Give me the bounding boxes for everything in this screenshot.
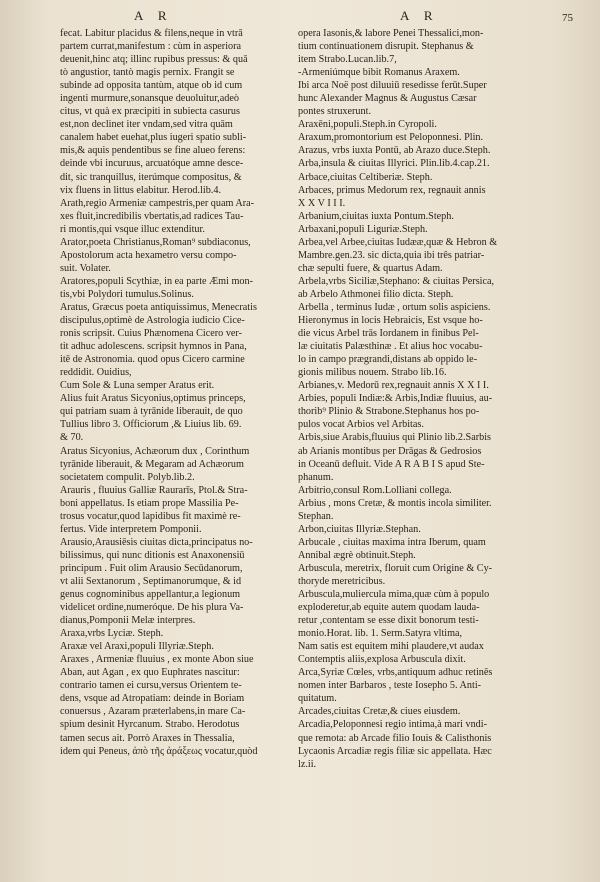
text-line: Araxes , Armeniæ fluuius , ex monte Abon siue — [60, 654, 254, 666]
text-line: -Armeniúmque bibit Romanus Araxem. — [298, 67, 460, 79]
text-line: fecat. Labitur placidus & filens,neque in vtrā — [60, 28, 243, 39]
text-line: Hieronymus in locis Hebraicis, Est vsque ho- — [298, 315, 483, 327]
text-line: Arbuscula, meretrix, floruit cum Origine & Cy- — [298, 562, 493, 574]
text-line: opera Iasonis,& labore Penei Thessalici,mon- — [298, 28, 484, 39]
text-line: xes fluit,incredibilis vbertatis,ad radices Tau- — [60, 210, 244, 222]
text-line: in Oceanū defluit. Vide A R A B I S apud Ste- — [298, 458, 485, 470]
text-line: Arbitrio,consul Rom.Lolliani collega. — [298, 484, 452, 496]
text-line: itē de Astronomia. quod opus Cicero carmine — [60, 354, 245, 366]
text-line: Nam satis est equitem mihi plaudere,vt audax — [298, 641, 484, 653]
text-line: subinde ad opposita tantùm, atque ob id cum — [60, 80, 243, 92]
text-line: vt alii Sextanorum , Septimanorumque, & id — [60, 575, 242, 587]
text-line: thoryde meretricibus. — [298, 575, 386, 587]
text-line: citus, vt quà ex præcipiti in subiecta casurus — [60, 106, 240, 118]
text-line: Araxum,promontorium est Peloponnesi. Plin. — [298, 132, 484, 144]
text-line: canalem habet euehat,plus iugeri spatio subli- — [60, 132, 247, 144]
text-line: est,non declinet iter vndam,sed vitra quām — [60, 119, 233, 131]
text-line: X X V I I I. — [298, 197, 346, 209]
text-line: Araxa,vrbs Lyciæ. Steph. — [60, 628, 164, 640]
text-line: die vicus Arbel trās Iordanem in finibus Pel- — [298, 328, 479, 340]
text-line: Cum Sole & Luna semper Aratus erit. — [60, 380, 215, 392]
text-line: lz.ii. — [298, 758, 317, 770]
text-line: Arbius , mons Cretæ, & montis incola similiter. — [298, 497, 492, 509]
text-line: fertus. Vide interpretem Pomponii. — [60, 523, 202, 535]
text-line: tamen secus ait. Porrò Araxes in Thessalia, — [60, 732, 235, 744]
text-line: principum . Fuit olim Arausio Secūdanorum, — [60, 562, 243, 574]
text-line: hunc Alexander Magnus & Augustus Cæsar — [298, 93, 477, 105]
text-line: Apostolorum acta hexametro versu compo- — [60, 249, 237, 261]
text-line: tò angustior, tantò magis pernix. Frangit se — [60, 67, 235, 79]
text-line: videlicet ordine,numeróque. De his plura Va- — [60, 602, 244, 614]
text-line: Araxēni,populi.Steph.in Cyropoli. — [298, 119, 437, 131]
text-line: ab Arbelo Athmonei filio dicta. Steph. — [298, 288, 454, 300]
text-line: Arbucale , ciuitas maxima intra Iberum, quam — [298, 536, 486, 548]
text-line: Annibal ægrè obtinuit.Steph. — [298, 549, 416, 561]
text-line: Arbianes,v. Medorū rex,regnauit annis X X I I. — [298, 380, 489, 392]
text-line: Mambre.gen.23. sic dicta,quia ibi três patriar- — [298, 249, 485, 261]
text-line: deinde vbi incuruus, arcuatóque amne desce- — [60, 158, 244, 170]
text-line: quitatum. — [298, 693, 337, 705]
text-line: exploderetur,ab equite autem quodam lauda- — [298, 602, 480, 614]
text-line: genus cognominibus appellantur,a legionum — [60, 589, 241, 601]
text-line: Arbies, populi Indiæ:& Arbis,Indiæ fluuius, au- — [298, 393, 493, 405]
text-line: mis,& aquis pendentibus se fine alueo ferens: — [60, 145, 246, 157]
text-line: spium desinit Hyrcanum. Strabo. Herodotus — [60, 719, 240, 731]
text-line: vix fluens in littus elabitur. Herod.lib.4. — [60, 184, 221, 196]
text-line: boni appellatus. Is etiam prope Massilia Pe- — [60, 497, 239, 509]
text-line: Lycaonis Arcadiæ regis filiæ sic appellata. Hæc — [298, 745, 492, 757]
text-line: Arbela,vrbs Siciliæ,Stephano: & ciuitas Persica, — [298, 275, 495, 287]
text-line: ri montis,qui vsque illuc extenditur. — [60, 223, 205, 235]
text-line: Contemptis aliis,explosa Arbuscula dixit. — [298, 654, 466, 666]
text-line: Arbuscula,muliercula mima,quæ cùm à populo — [298, 589, 490, 601]
text-line: contrario tamen ei cursu,versus Orientem te- — [60, 680, 242, 692]
text-line: reddidit. Ouidius, — [60, 367, 132, 379]
text-line: Arcades,ciuitas Cretæ,& ciues eiusdem. — [298, 706, 461, 718]
text-line: chæ sepulti fuere, & quartus Adam. — [298, 262, 443, 274]
text-line: qui patriam suam à tyrānide liberauit, de quo — [60, 406, 243, 418]
text-line: Arca,Syriæ Cœles, vrbs,antiquum adhuc retinēs — [298, 667, 493, 679]
text-line: Arcadia,Peloponnesi regio intima,à mari vndi- — [298, 719, 487, 731]
text-line: thorib⁹ Plinio & Strabone.Stephanus hos po- — [298, 406, 480, 418]
text-line: phanum. — [298, 471, 334, 483]
header-left-letters: A R — [134, 8, 173, 23]
text-line: Arba,insula & ciuitas Illyrici. Plin.lib.4.cap.21. — [298, 158, 490, 170]
text-line: Araxæ vel Araxi,populi Illyriæ.Steph. — [60, 641, 214, 653]
text-line: idem qui Peneus, ἀπὸ τῆς ἀράξεως vocatur,quòd — [60, 745, 258, 757]
text-line: discipulus,optimè de Astrologia iudicio Cice- — [60, 315, 245, 327]
left-column — [60, 27, 312, 758]
text-line: dianus,Pomponii Melæ interpres. — [60, 615, 196, 627]
text-line: Arbea,vel Arbee,ciuitas Iudææ,quæ & Hebron & — [298, 236, 498, 248]
text-line: Aban, aut Agan , ex quo Euphrates nascitur: — [60, 667, 240, 679]
text-line: Aratus Sicyonius, Achæorum dux , Corinthum — [60, 445, 250, 457]
text-line: partem currat,manifestum : cùm in asperiora — [60, 41, 242, 53]
text-line: societatem compulit. Polyb.lib.2. — [60, 471, 195, 483]
text-line: lo in campo prægrandi,distans ab oppido le- — [298, 354, 478, 366]
text-line: Stephan. — [298, 510, 334, 522]
text-line: conuersus , Azaram præterlabens,in mare Ca- — [60, 706, 246, 718]
running-header — [0, 8, 600, 26]
text-line: pulos vocat Arbios vel Arbitas. — [298, 419, 424, 431]
text-line: læ ciuitatis Palæsthinæ . Et alius hoc vocabu- — [298, 341, 483, 353]
text-line: Arbon,ciuitas Illyriæ.Stephan. — [298, 523, 421, 535]
text-line: dit, sic tranquillus, iterúmque compositus, & — [60, 171, 242, 183]
text-line: Arausio,Arausiēsis ciuitas dicta,principatus no- — [60, 536, 253, 548]
text-line: & 70. — [60, 432, 84, 444]
text-line: nomen inter Barbaros , teste Iosepho 5. Anti- — [298, 680, 482, 692]
text-line: Arath,regio Armeniæ campestris,per quam Ara- — [60, 197, 255, 209]
text-line: Arbaces, primus Medorum rex, regnauit annis — [298, 184, 486, 196]
text-line: retur ,contentam se esse dixit bonorum testi- — [298, 615, 479, 627]
text-line: Ibi arca Noë post diluuiū resedisse ferūt.Super — [298, 80, 487, 92]
text-line: tium continuationem disrupit. Stephanus & — [298, 41, 474, 53]
page-number: 75 — [562, 12, 573, 24]
text-line: tis,vbi Polydori tumulus.Solinus. — [60, 288, 194, 300]
text-line: Alius fuit Aratus Sicyonius,optimus princeps, — [60, 393, 246, 405]
text-line: ab Arianis montibus per Drāgas & Gedrosios — [298, 445, 482, 457]
text-line: dens, vsque ad Atropatiam: deinde in Boriam — [60, 693, 245, 705]
text-line: item Strabo.Lucan.lib.7, — [298, 54, 397, 66]
text-line: pontes struxerunt. — [298, 106, 371, 118]
text-line: gionis milibus nouem. Strabo lib.16. — [298, 367, 447, 379]
text-line: Arbanium,ciuitas iuxta Pontum.Steph. — [298, 210, 454, 222]
text-line: tyrānide liberauit, & Megaram ad Achæorum — [60, 458, 244, 470]
text-line: Arauris , fluuius Galliæ Raurarīs, Ptol.& Stra- — [60, 484, 248, 496]
text-line: ronis scripsit. Cuius Phænomena Cicero ver- — [60, 328, 243, 340]
text-line: Aratores,populi Scythiæ, in ea parte Æmi mon- — [60, 275, 253, 287]
right-column — [298, 27, 560, 771]
header-right-letters: A R — [400, 8, 439, 23]
text-line: ingenti murmure,sonansque deuoluitur,adeò — [60, 93, 239, 105]
text-line: monio.Horat. lib. 1. Serm.Satyra vltima, — [298, 628, 463, 640]
text-line: que remota: ab Arcade filio Iouis & Calisthonis — [298, 732, 492, 744]
text-line: trosus vocatur,quod lapidibus fit maximè re- — [60, 510, 241, 522]
text-line: Tullius libro 3. Officiorum ,& Liuius lib. 69. — [60, 419, 242, 431]
text-line: tit adhuc adolescens. scripsit hymnos in Pana, — [60, 341, 247, 353]
text-line: Arazus, vrbs iuxta Pontū, ab Arazo duce.Steph. — [298, 145, 491, 157]
text-line: Arbella , terminus Iudæ , ortum solis aspiciens. — [298, 301, 491, 313]
text-line: Arator,poeta Christianus,Roman⁹ subdiaconus, — [60, 236, 251, 248]
text-line: bilissimus, qui nunc ditionis est Anaxonensiū — [60, 549, 245, 561]
text-line: suit. Volater. — [60, 262, 111, 274]
text-line: deuenit,hinc atq; illinc rupibus pressus: & quā — [60, 54, 248, 66]
text-line: Arbis,siue Arabis,fluuius qui Plinio lib.2.Sarbis — [298, 432, 491, 444]
text-line: Arbaxani,populi Liguriæ.Steph. — [298, 223, 428, 235]
text-line: Arbace,ciuitas Celtiberiæ. Steph. — [298, 171, 433, 183]
text-line: Aratus, Græcus poeta antiquissimus, Menecratis — [60, 301, 257, 313]
